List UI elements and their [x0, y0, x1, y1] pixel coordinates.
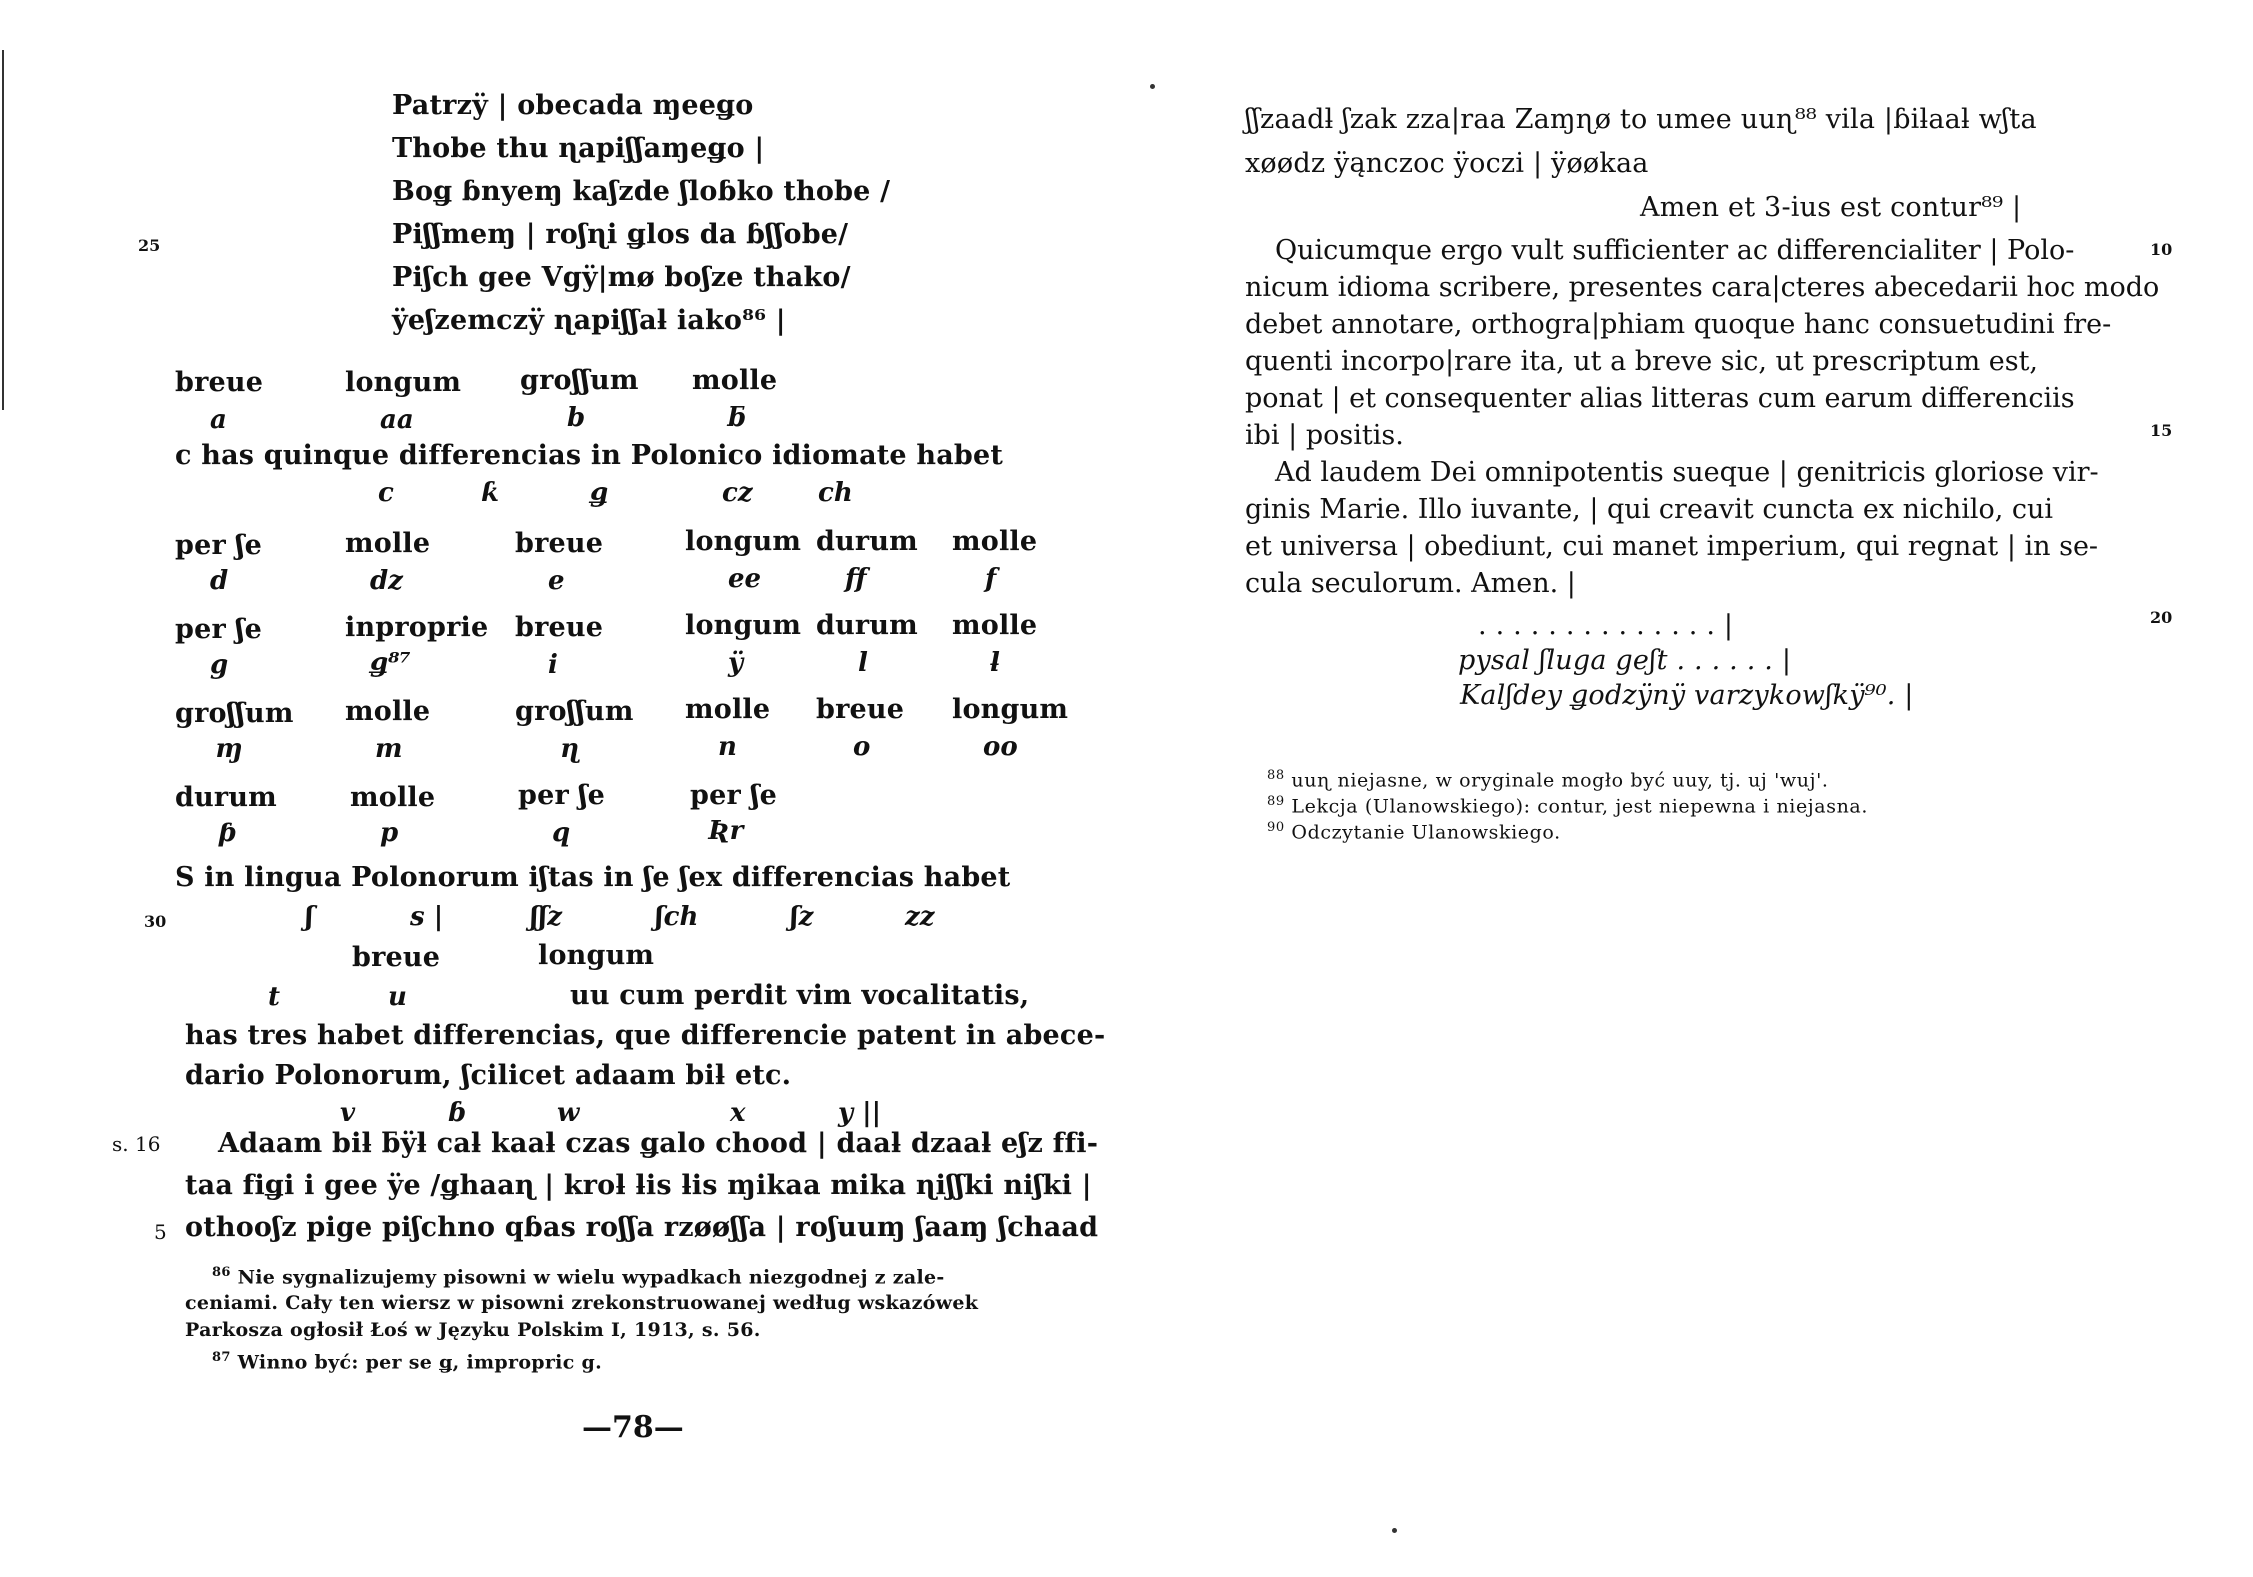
label-longum: longum: [345, 367, 462, 398]
letter-g-c: ǥ: [590, 478, 609, 508]
latin-para-line-5: ponat | et consequenter alias litteras cum earum differenciis: [1245, 383, 2075, 414]
letter-ee: ee: [728, 564, 762, 594]
letter-l-durum: l: [858, 648, 868, 678]
letter-ssz: ʃʃz: [530, 902, 562, 932]
label-longum-uu: longum: [538, 940, 655, 971]
letter-b: b: [567, 403, 586, 433]
letter-oo: oo: [983, 732, 1018, 762]
letter-aa: aa: [380, 405, 414, 435]
uu-line: uu cum perdit vim vocalitatis,: [570, 980, 1030, 1011]
letter-m-grossum: ɱ: [215, 734, 243, 764]
label-breue-e: breue: [515, 528, 604, 559]
closing-line-2: taa fiǥi i gee ÿe /ǥhaaɳ | kroƚ ƚis ƚis ɱikaa mika ɳiʃʃki niʃki |: [185, 1170, 1092, 1201]
verse-line-6: ÿeʃzemczÿ ɳapiʃʃaƚ iako⁸⁶ |: [392, 305, 786, 336]
footnote-88-mark: 88: [1267, 768, 1285, 783]
label-molle-m: molle: [345, 696, 431, 727]
footnote-90: [1267, 820, 1561, 843]
right-line-1: ʃʃzaadƚ ʃzak zza|raa Zaɱɳø to umee uuɳ⁸⁸ vila |ɓiƚaaƚ wʃta: [1245, 104, 2037, 135]
label-durum-l: durum: [816, 610, 918, 641]
line-number-30: 30: [144, 912, 167, 931]
latin-para-line-6: ibi | positis.: [1245, 420, 1404, 451]
letter-c: c: [378, 478, 394, 508]
label-per-se-q: per ʃe: [518, 780, 605, 811]
verse-line-5: Piʃch gee Vgÿ|mø boʃze thako/: [392, 262, 851, 293]
letter-u: u: [388, 982, 407, 1012]
label-per-se-g: per ʃe: [175, 614, 262, 645]
laudem-line-4: cula seculorum. Amen. |: [1245, 568, 1576, 599]
latin-para-line-3: debet annotare, orthogra|phiam quoque hanc consuetudini fre-: [1245, 309, 2112, 340]
letter-s: s |: [410, 902, 444, 932]
line-number-10: 10: [2150, 240, 2173, 259]
label-breue-u: breue: [352, 942, 441, 973]
verse-line-4: Piʃʃmeɱ | roʃɳi ǥlos da ɓʃʃobe/: [392, 219, 849, 250]
laudem-line-3: et universa | obediunt, cui manet imperium, qui regnat | in se-: [1245, 531, 2099, 562]
footnote-86-mark: 86: [212, 1265, 231, 1280]
label-longum-ee: longum: [685, 526, 802, 557]
letter-n-grossum: ɳ: [560, 734, 579, 764]
letter-sch: ʃch: [655, 902, 699, 932]
verse-line-2: Thobe thu ɳapiʃʃaɱeǥo |: [392, 133, 765, 164]
footnote-89-mark: 89: [1267, 794, 1285, 809]
letter-g-improper: ǥ⁸⁷: [370, 648, 411, 678]
amen-line: Amen et 3-ius est contur⁸⁹ |: [1640, 192, 2022, 223]
letter-y: ÿ: [728, 648, 744, 678]
letter-p: p: [380, 818, 399, 848]
label-grossum-n: groʃʃum: [515, 696, 634, 727]
letter-p-durum: ƥ: [218, 818, 237, 848]
s-differences-line: S in lingua Polonorum iʃtas in ʃe ʃex differencias habet: [175, 862, 1011, 893]
line-number-20: 20: [2150, 608, 2173, 627]
label-molle-dz: molle: [345, 528, 431, 559]
letter-sz: ʃz: [790, 902, 814, 932]
label-inproprie: inproprie: [345, 612, 489, 643]
page-number: —78—: [582, 1410, 684, 1445]
latin-para-line-2: nicum idioma scribere, presentes cara|cteres abecedarii hoc modo: [1245, 272, 2160, 303]
footnote-89: [1267, 794, 1868, 817]
label-grossum: groʃʃum: [520, 365, 639, 396]
label-per-se-d: per ʃe: [175, 530, 262, 561]
label-grossum-m: groʃʃum: [175, 698, 294, 729]
letter-o: o: [853, 732, 871, 762]
letter-long-s: ʃ: [305, 902, 314, 932]
footnote-86-line-3: Parkosza ogłosił Łoś w Języku Polskim I, 1913, s. 56.: [185, 1319, 761, 1341]
letter-v: v: [340, 1098, 356, 1128]
footnote-87-mark: 87: [212, 1350, 231, 1365]
footnote-86: [212, 1265, 945, 1288]
footnote-87: [212, 1350, 602, 1373]
letter-cz: cz: [722, 478, 753, 508]
verse-line-1: Patrzÿ | obecada ɱeeǥo: [392, 90, 754, 121]
letter-ff: ff: [845, 564, 867, 594]
line-number-25: 25: [138, 236, 161, 255]
laudem-line-2: ginis Marie. Illo iuvante, | qui creavit cuncta ex nichilo, cui: [1245, 494, 2054, 525]
pysal-line: pysal ʃluga geʃt . . . . . . |: [1458, 645, 1792, 676]
letter-dz: dz: [370, 566, 403, 596]
label-longum-y: longum: [685, 610, 802, 641]
label-molle-p: molle: [350, 782, 436, 813]
has-tres-line: has tres habet differencias, que differencie patent in abece-: [185, 1020, 1106, 1051]
letter-n: n: [718, 732, 737, 762]
letter-zz: zz: [905, 902, 935, 932]
latin-para-line-4: quenti incorpo|rare ita, ut a breve sic, ut prescriptum est,: [1245, 346, 2039, 377]
kalsdey-line: Kalʃdey ǥodzÿnÿ varzykowʃkÿ⁹⁰. |: [1460, 680, 1914, 711]
footnote-90-mark: 90: [1267, 820, 1285, 835]
label-molle-f: molle: [952, 526, 1038, 557]
label-breue-o: breue: [816, 694, 905, 725]
right-page: [1130, 0, 2253, 1577]
label-molle-l: molle: [952, 610, 1038, 641]
closing-line-3: othooʃz pige piʃchno qɓas roʃʃa rzøøʃʃa | roʃuuɱ ʃaaɱ ʃchaad: [185, 1212, 1099, 1243]
letter-t: t: [268, 982, 281, 1012]
footnote-88: [1267, 768, 1829, 791]
line-number-15: 15: [2150, 421, 2173, 440]
footnote-89-text: Lekcja (Ulanowskiego): contur, jest niepewna i niejasna.: [1291, 795, 1868, 818]
laudem-line-1: Ad laudem Dei omnipotentis sueque | genitricis gloriose vir-: [1275, 457, 2099, 488]
line-number-5: 5: [154, 1220, 167, 1244]
letter-l-molle: ƚ: [990, 648, 1000, 678]
letter-q: q: [552, 818, 571, 848]
page-edge-line: [2, 50, 4, 410]
label-durum-p: durum: [175, 782, 277, 813]
letter-r: Ʀr: [708, 816, 744, 846]
letter-b-molle: ƃ: [728, 403, 747, 433]
letter-d: d: [210, 566, 229, 596]
label-per-se-r: per ʃe: [690, 780, 777, 811]
c-differences-line: c has quinque differencias in Polonico idiomate habet: [175, 440, 1004, 471]
letter-g: g: [210, 650, 229, 680]
footnote-86-line-2: ceniami. Cały ten wiersz w pisowni zrekonstruowanej według wskazówek: [185, 1292, 979, 1314]
footnote-86-text-1: Nie sygnalizujemy pisowni w wielu wypadkach niezgodnej z zale-: [237, 1266, 945, 1289]
line-number-s16: s. 16: [112, 1132, 161, 1156]
letter-x: x: [730, 1098, 746, 1128]
right-line-2: xøødz ÿąnczoc ÿoczi | ÿøøkaa: [1245, 148, 1649, 179]
letter-m: m: [375, 734, 403, 764]
letter-ch: ch: [818, 478, 853, 508]
dotted-line: . . . . . . . . . . . . . . |: [1478, 610, 1734, 641]
scan-speck-bottom: [1392, 1528, 1397, 1533]
verse-line-3: Boǥ ɓnyeɱ kaʃzde ʃloɓko thobe /: [392, 176, 891, 207]
footnote-88-text: uuɳ niejasne, w oryginale mogło być uuy, tj. uj 'wuj'.: [1291, 769, 1829, 792]
footnote-87-text: Winno być: per se ǥ, impropric g.: [237, 1351, 602, 1374]
label-breue: breue: [175, 367, 264, 398]
label-longum-oo: longum: [952, 694, 1069, 725]
letter-y-end: y ||: [838, 1098, 882, 1128]
letter-f: f: [985, 564, 997, 594]
dario-line: dario Polonorum, ʃcilicet adaam biƚ etc.: [185, 1060, 792, 1091]
letter-v-long: ɓ: [448, 1098, 467, 1128]
letter-e: e: [548, 566, 565, 596]
footnote-90-text: Odczytanie Ulanowskiego.: [1291, 821, 1561, 844]
latin-para-line-1: Quicumque ergo vult sufficienter ac differencialiter | Polo-: [1275, 235, 2075, 266]
label-molle-n: molle: [685, 694, 771, 725]
label-durum-ff: durum: [816, 526, 918, 557]
letter-a: a: [210, 405, 227, 435]
label-molle: molle: [692, 365, 778, 396]
letter-w: w: [557, 1098, 580, 1128]
closing-line-1: Adaam biƚ ƃÿƚ caƚ kaaƚ czas ǥalo chood | daaƚ dzaaƚ eʃz ffi-: [218, 1128, 1099, 1159]
letter-i: i: [548, 650, 558, 680]
letter-k: ƙ: [481, 478, 500, 508]
label-breue-i: breue: [515, 612, 604, 643]
